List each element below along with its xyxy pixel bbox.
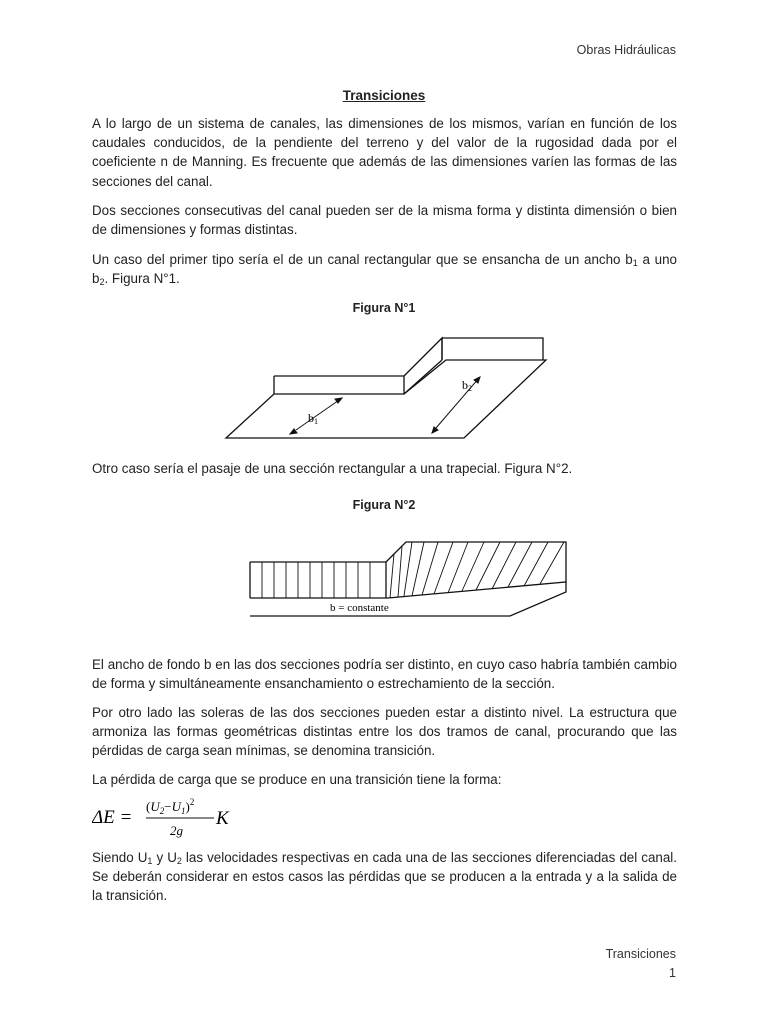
paragraph-transition-def: Por otro lado las soleras de las dos secciones pueden estar a distinto nivel. La estructura que armoniza las formas geométricas distintas entre los dos tramos de canal, procurando que las pérdidas de carga sean mínimas, se denomina transición. [92,705,677,759]
figure1-caption: Figura N°1 [352,301,416,315]
formula-denominator: 2g [170,823,183,838]
figure1-step-wall [404,338,442,394]
footer-section: Transiciones [605,947,676,961]
section-title: Transiciones [342,88,426,103]
figure1-drawing [224,332,554,446]
paragraph-head-loss: La pérdida de carga que se produce en una transición tiene la forma: [92,772,502,787]
figure1-floor [226,360,546,438]
p8-sub-1: 1 [147,856,153,866]
paragraph-intro: A lo largo de un sistema de canales, las dimensiones de los mismos, varían en función de los caudales conducidos, de la pendiente del terreno y del valor de la rugosidad dada por el coeficiente n de Manning. Es frecuente que además de las dimensiones varíen las formas de las secciones del canal. [92,116,677,189]
formula-lhs: ΔE = [92,807,133,828]
formula-k: K [216,808,229,829]
figure2-label-b: b = constante [330,602,389,614]
head-loss-formula [92,795,332,843]
figure2-trap-wall [386,542,566,582]
paragraph-second-type: Otro caso sería el pasaje de una sección rectangular a una trapecial. Figura N°2. [92,461,573,476]
figure1-arrow-b2 [436,378,479,428]
p8-text-a: Siendo U [92,850,148,865]
figure2-floor [250,582,566,616]
figure2-caption: Figura N°2 [352,498,416,512]
paragraph-bottom-width: El ancho de fondo b en las dos secciones podría ser distinto, en cuyo caso habría también cambio de forma y simultáneamente ensanchamiento o estrechamiento de la sección. [92,657,677,692]
figure1-label-b2: b2 [462,378,472,393]
figure2-rect-wall [250,562,386,598]
p3-sub-1: 1 [632,258,638,268]
p3-text-b: a uno b [92,252,677,287]
figure1-left-wall [274,376,404,394]
p8-sub-2: 2 [176,856,182,866]
figure2-drawing [248,536,570,618]
p3-text-c: . Figura N°1. [104,271,180,287]
p8-text-c: las velocidades respectivas en cada una de las secciones diferenciadas del canal. Se deberán considerar en estos casos las pérdidas que se producen a la entrada y a la salida de la transición. [92,850,677,904]
figure1-right-wall [442,338,543,360]
p8-text-b: y U [152,850,177,865]
figure1-arrow-b1 [296,398,342,430]
paragraph-first-type [92,250,677,288]
paragraph-velocities [92,848,677,906]
formula-numerator: $(U_2-U_1)^2$ [146,797,195,816]
paragraph-sections: Dos secciones consecutivas del canal pueden ser de la misma forma y distinta dimensión o bien de dimensiones y formas distintas. [92,203,677,238]
footer-page-number: 1 [669,966,676,980]
figure2-rect-hatching [262,562,370,598]
p3-sub-2: 2 [99,277,105,288]
running-header: Obras Hidráulicas [576,43,676,57]
figure1-label-b1: b1 [308,411,318,426]
p3-text-a: Un caso del primer tipo sería el de un canal rectangular que se ensancha de un ancho b [92,252,633,267]
